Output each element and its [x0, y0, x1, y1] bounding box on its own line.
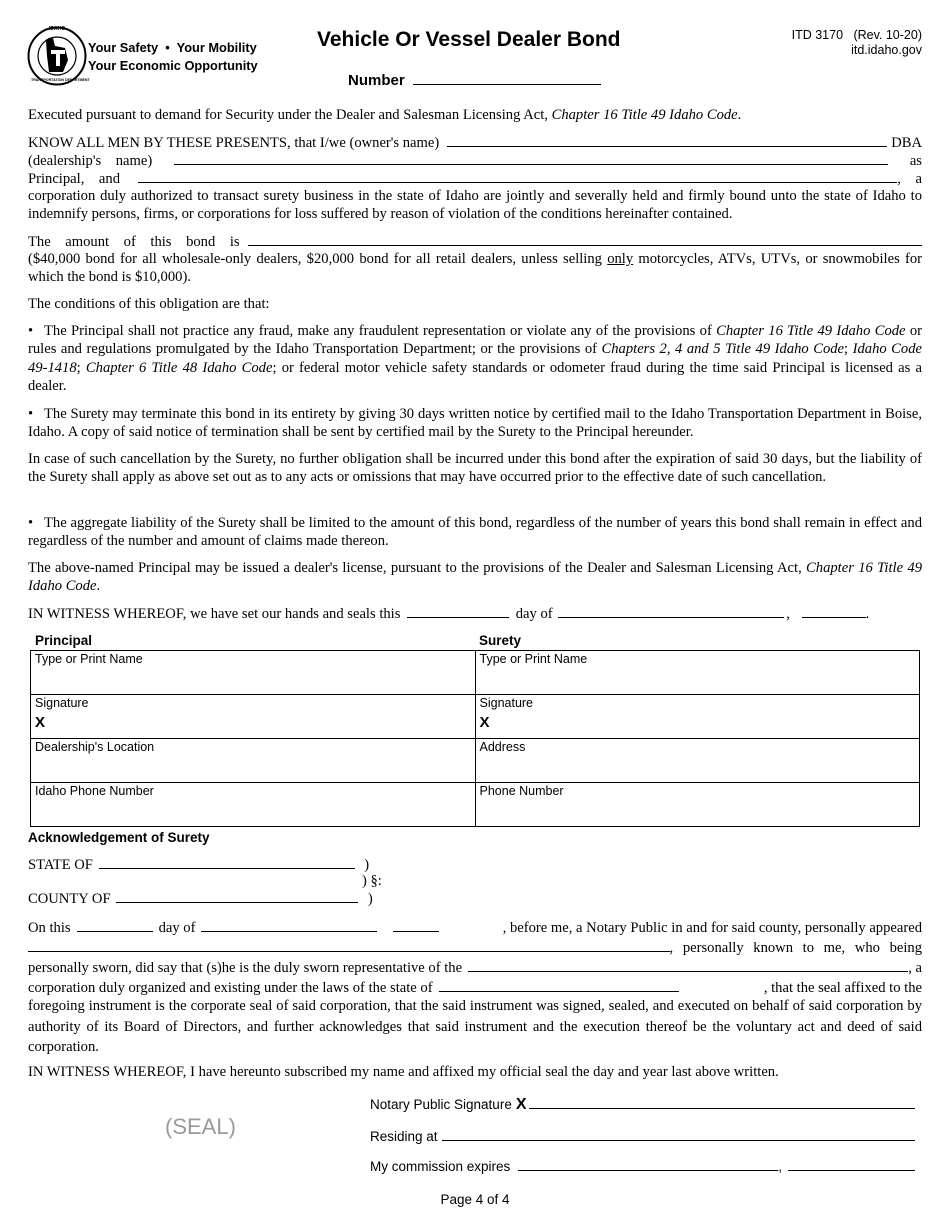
surety-signature-cell[interactable]: Signature X: [475, 695, 920, 739]
witness-month-field[interactable]: [558, 604, 784, 618]
cancellation-paragraph: In case of such cancellation by the Surety, no further obligation shall be incurred under this bond after the expiration of said 30 days, but the liability of the Surety shall apply as above set out as to any acts or omissions that may have occurred prior to the effective date of such cancellation.: [28, 451, 922, 486]
dealership-name-line: (dealership's name) as: [28, 153, 922, 169]
surety-x-mark: X: [479, 714, 490, 731]
ack-line-1: On this day of , before me, a Notary Public in and for said county, personally appeared: [28, 920, 922, 936]
surety-header: Surety: [479, 633, 522, 648]
ack-line-2: , personally known to me, who being: [28, 938, 922, 957]
slogan-line-2: Your Economic Opportunity: [88, 58, 258, 73]
surety-name-cell[interactable]: Type or Print Name: [475, 651, 920, 695]
page-number: Page 4 of 4: [440, 1192, 510, 1207]
surety-phone-cell[interactable]: Phone Number: [475, 783, 920, 827]
surety-address-cell[interactable]: Address: [475, 739, 920, 783]
itd-logo: [27, 26, 90, 86]
principal-signature-cell[interactable]: Signature X: [31, 695, 476, 739]
notary-signature-field[interactable]: [529, 1096, 916, 1109]
witness-line: IN WITNESS WHEREOF, we have set our hands and seals this day of , .: [28, 606, 870, 622]
principal-name-cell[interactable]: Type or Print Name: [31, 651, 476, 695]
state-of-incorporation-field[interactable]: [439, 978, 679, 992]
ack-title: Acknowledgement of Surety: [28, 830, 210, 845]
surety-name-line: Principal, and , a: [28, 171, 922, 187]
surety-name-field[interactable]: [138, 169, 897, 183]
page-title: Vehicle Or Vessel Dealer Bond: [317, 28, 621, 51]
logo-top-text: IDAHO: [49, 26, 66, 32]
county-field[interactable]: [116, 889, 358, 903]
appeared-person-field[interactable]: [28, 938, 670, 952]
principal-header: Principal: [35, 633, 93, 648]
form-id: ITD 3170 (Rev. 10-20): [791, 28, 922, 42]
know-paragraph: corporation duly authorized to transact surety business in the state of Idaho are jointly and severally held and firmly bound unto the state of Idaho to indemnify persons, firms, or corporations for loss suffered by reason of violation of the conditions hereinafter contained.: [28, 188, 922, 223]
owner-name-line: KNOW ALL MEN BY THESE PRESENTS, that I/we (owner's name) DBA: [28, 135, 922, 151]
representative-of-field[interactable]: [468, 958, 908, 972]
idaho-phone-cell[interactable]: Idaho Phone Number: [31, 783, 476, 827]
ack-paragraph-rest: foregoing instrument is the corporate seal of said corporation, that the said instrument was signed, sealed, and executed on behalf of said corporation by authority of its Board of Directors, and further acknowledges that said instrument and the execution thereof be the voluntary act and deed of said corporation.: [28, 998, 922, 1055]
bond-amount-line: The amount of this bond is: [28, 232, 922, 251]
condition-bullet-2: • The Surety may terminate this bond in its entirety by giving 30 days written notice by certified mail to the Idaho Transportation Department in Boise, Idaho. A copy of said notice of termination shall be sent by certified mail by the Surety to the Principal hereunder.: [28, 406, 922, 441]
section-mark: ) §:: [362, 873, 382, 889]
dealership-name-field[interactable]: [174, 151, 888, 165]
seal-placeholder: (SEAL): [165, 1114, 236, 1139]
owner-name-field[interactable]: [447, 133, 887, 147]
bond-number-field[interactable]: [413, 71, 601, 85]
state-field[interactable]: [99, 855, 355, 869]
condition-bullet-1: • The Principal shall not practice any fraud, make any fraudulent representation or violate any of the provisions of Chapter 16 Title 49 Idaho Code or rules and regulations promulgated by the Idaho Transportation Department; or the provisions of Chapters 2, 4 and 5 Title 49 Idaho Code; Idaho Code 49-1418; Chapter 6 Title 48 Idaho Code; or federal motor vehicle safety standards or odometer fraud during the time said Principal is licensed as a dealer.: [28, 323, 923, 394]
state-line: STATE OF ): [28, 857, 370, 873]
ack-line-3: personally sworn, did say that (s)he is the duly sworn representative of the , a: [28, 960, 922, 976]
signature-table: [30, 650, 920, 827]
license-paragraph: The above-named Principal may be issued a dealer's license, pursuant to the provisions of the Dealer and Salesman Licensing Act, Chapter 16 Title 49 Idaho Code.: [28, 560, 922, 595]
county-line: COUNTY OF ): [28, 891, 373, 907]
slogan-line-1: Your Safety • Your Mobility: [88, 40, 257, 55]
conditions-intro: The conditions of this obligation are that:: [28, 296, 270, 312]
commission-year-field[interactable]: [788, 1158, 915, 1171]
intro-paragraph: Executed pursuant to demand for Security under the Dealer and Salesman Licensing Act, Chapter 16 Title 49 Idaho Code.: [28, 107, 742, 123]
ack-line-4: corporation duly organized and existing under the laws of the state of , that the seal affixed to the: [28, 980, 922, 996]
ack-month-field[interactable]: [201, 918, 377, 932]
commission-line: My commission expires ,: [370, 1158, 915, 1174]
residing-line: Residing at: [370, 1128, 915, 1144]
bond-number: [348, 71, 601, 89]
bond-amount-field[interactable]: [248, 232, 922, 246]
notary-x-mark: X: [515, 1096, 527, 1113]
witness-day-field[interactable]: [407, 604, 509, 618]
itd-logo-icon: [27, 26, 87, 86]
principal-x-mark: X: [35, 714, 46, 731]
dealership-location-cell[interactable]: Dealership's Location: [31, 739, 476, 783]
commission-date-field[interactable]: [518, 1158, 778, 1171]
residing-at-field[interactable]: [442, 1128, 915, 1141]
witness-year-field[interactable]: [802, 604, 866, 618]
notary-signature-line: Notary Public Signature X: [370, 1096, 915, 1114]
website: itd.idaho.gov: [851, 43, 922, 57]
amount-note: ($40,000 bond for all wholesale-only dealers, $20,000 bond for all retail dealers, unless selling only motorcycles, ATVs, UTVs, or snowmobiles for which the bond is $10,000).: [28, 251, 923, 286]
ack-day-field[interactable]: [77, 918, 153, 932]
logo-bottom-text: TRANSPORTATION DEPARTMENT: [31, 78, 90, 82]
condition-bullet-3: • The aggregate liability of the Surety shall be limited to the amount of this bond, regardless of the number of years this bond shall remain in effect and regardless of the number and amount of claims made thereon.: [28, 515, 922, 550]
witness-whereof-2: IN WITNESS WHEREOF, I have hereunto subscribed my name and affixed my official seal the day and year last above written.: [28, 1064, 779, 1080]
ack-year-field[interactable]: [393, 918, 439, 932]
bond-number-label: Number: [348, 72, 405, 89]
